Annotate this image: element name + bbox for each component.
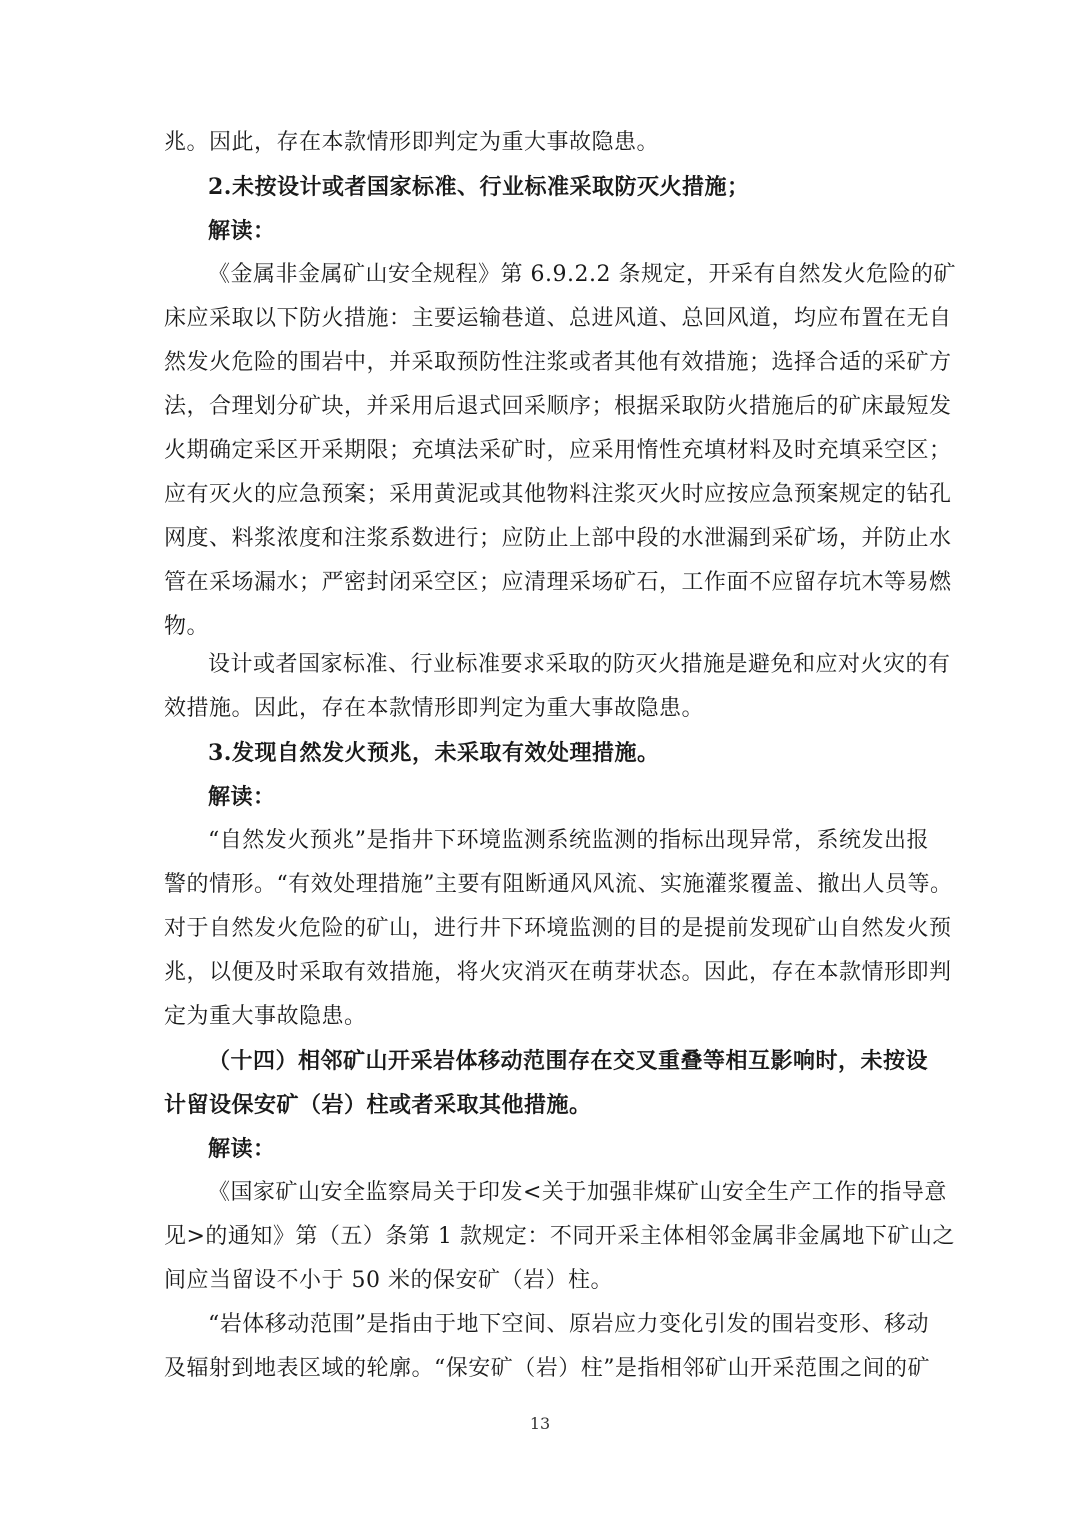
section-heading-fire-signs: 3.发现自然发火预兆，未采取有效处理措施。: [208, 740, 660, 766]
text-line: 应有灭火的应急预案；采用黄泥或其他物料注浆灭火时应按应急预案规定的钻孔: [164, 482, 952, 507]
text-line: “岩体移动范围”是指由于地下空间、原岩应力变化引发的围岩变形、移动: [208, 1312, 929, 1337]
text-line: 物。: [164, 614, 210, 639]
text-line: 法，合理划分矿块，并采用后退式回采顺序；根据采取防火措施后的矿床最短发: [164, 394, 952, 419]
text-line: 《国家矿山安全监察局关于印发<关于加强非煤矿山安全生产工作的指导意: [208, 1180, 947, 1205]
text-line: 定为重大事故隐患。: [164, 1004, 367, 1029]
interpretation-label: 解读：: [208, 1136, 276, 1162]
text-line: 兆。因此，存在本款情形即判定为重大事故隐患。: [164, 130, 660, 155]
interpretation-label: 解读：: [208, 218, 276, 244]
text-line: 床应采取以下防火措施：主要运输巷道、总进风道、总回风道，均应布置在无自: [164, 306, 952, 331]
text-line: 火期确定采区开采期限；充填法采矿时，应采用惰性充填材料及时充填采空区；: [164, 438, 952, 463]
interpretation-label: 解读：: [208, 784, 276, 810]
page-number: 13: [529, 1414, 551, 1433]
section-heading-fire-measures: 2.未按设计或者国家标准、行业标准采取防灭火措施；: [208, 174, 750, 200]
text-line: 间应当留设不小于 50 米的保安矿（岩）柱。: [164, 1268, 613, 1293]
text-line: 警的情形。“有效处理措施”主要有阻断通风风流、实施灌浆覆盖、撤出人员等。: [164, 872, 953, 897]
text-line: 对于自然发火危险的矿山，进行井下环境监测的目的是提前发现矿山自然发火预: [164, 916, 952, 941]
section-heading-fourteen: （十四）相邻矿山开采岩体移动范围存在交叉重叠等相互影响时，未按设: [208, 1048, 929, 1074]
text-line: 见>的通知》第（五）条第 1 款规定：不同开采主体相邻金属非金属地下矿山之: [164, 1224, 955, 1249]
text-line: “自然发火预兆”是指井下环境监测系统监测的指标出现异常，系统发出报: [208, 828, 929, 853]
text-line: 管在采场漏水；严密封闭采空区；应清理采场矿石，工作面不应留存坑木等易燃: [164, 570, 952, 595]
section-heading-fourteen-continued: 计留设保安矿（岩）柱或者采取其他措施。: [164, 1092, 592, 1118]
text-line: 《金属非金属矿山安全规程》第 6.9.2.2 条规定，开采有自然发火危险的矿: [208, 262, 956, 287]
text-line: 然发火危险的围岩中，并采取预防性注浆或者其他有效措施；选择合适的采矿方: [164, 350, 952, 375]
text-line: 设计或者国家标准、行业标准要求采取的防灭火措施是避免和应对火灾的有: [208, 652, 951, 677]
text-line: 网度、料浆浓度和注浆系数进行；应防止上部中段的水泄漏到采矿场，并防止水: [164, 526, 952, 551]
text-line: 兆，以便及时采取有效措施，将火灾消灭在萌芽状态。因此，存在本款情形即判: [164, 960, 952, 985]
text-line: 效措施。因此，存在本款情形即判定为重大事故隐患。: [164, 696, 705, 721]
text-line: 及辐射到地表区域的轮廓。“保安矿（岩）柱”是指相邻矿山开采范围之间的矿: [164, 1356, 930, 1381]
